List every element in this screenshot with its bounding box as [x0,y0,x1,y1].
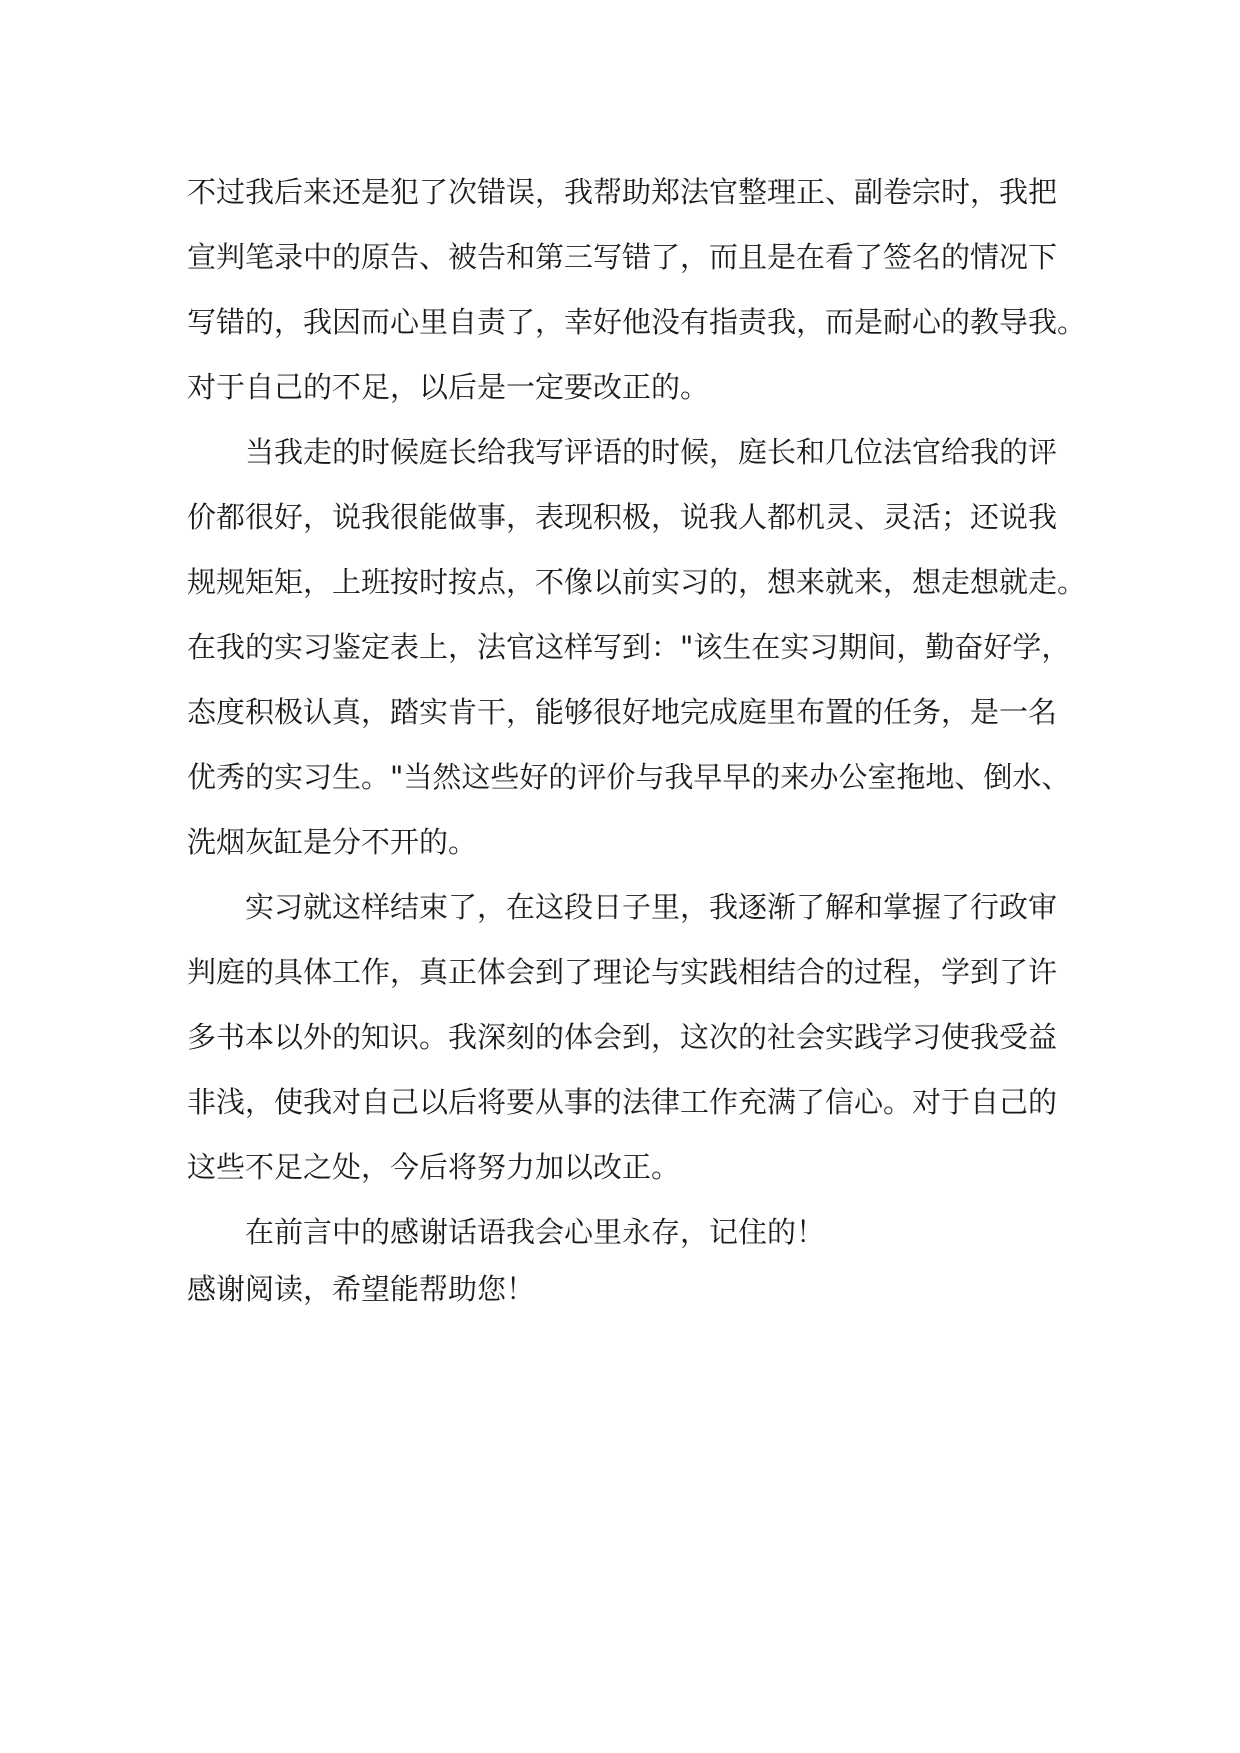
text-line: 态度积极认真，踏实肯干，能够很好地完成庭里布置的任务，是一名 [187,695,1058,729]
text-line: 判庭的具体工作，真正体会到了理论与实践相结合的过程，学到了许 [187,955,1058,989]
text-line: 不过我后来还是犯了次错误，我帮助郑法官整理正、副卷宗时，我把 [187,175,1058,209]
text-line: 非浅，使我对自己以后将要从事的法律工作充满了信心。对于自己的 [187,1085,1058,1119]
text-line: 洗烟灰缸是分不开的。 [187,825,478,859]
text-line: 宣判笔录中的原告、被告和第三写错了，而且是在看了签名的情况下 [187,240,1058,274]
text-line: 写错的，我因而心里自责了，幸好他没有指责我，而是耐心的教导我。 [187,305,1087,339]
closing-line: 感谢阅读，希望能帮助您！ [187,1272,536,1306]
paragraph-start-line: 当我走的时候庭长给我写评语的时候，庭长和几位法官给我的评 [245,435,1058,469]
text-line: 多书本以外的知识。我深刻的体会到，这次的社会实践学习使我受益 [187,1020,1058,1054]
text-line: 在我的实习鉴定表上，法官这样写到："该生在实习期间，勤奋好学， [187,630,1071,664]
text-line: 这些不足之处，今后将努力加以改正。 [187,1150,681,1184]
text-line: 对于自己的不足，以后是一定要改正的。 [187,370,710,404]
paragraph-start-line: 在前言中的感谢话语我会心里永存，记住的！ [245,1215,826,1249]
paragraph-start-line: 实习就这样结束了，在这段日子里，我逐渐了解和掌握了行政审 [245,890,1058,924]
text-line: 规规矩矩，上班按时按点，不像以前实习的，想来就来，想走想就走。 [187,565,1087,599]
text-line: 优秀的实习生。"当然这些好的评价与我早早的来办公室拖地、倒水、 [187,760,1071,794]
document-body [187,160,1087,1322]
text-line: 价都很好，说我很能做事，表现积极，说我人都机灵、灵活；还说我 [187,500,1058,534]
